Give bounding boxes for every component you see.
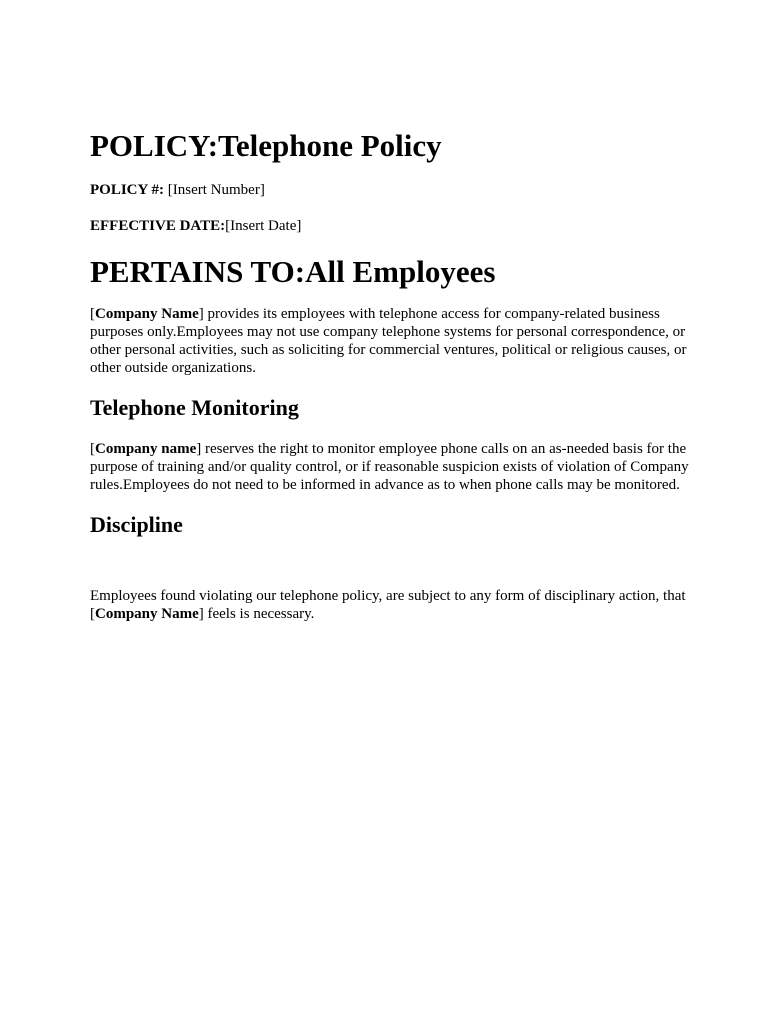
document-body bbox=[90, 126, 690, 623]
discipline-heading: Discipline bbox=[90, 512, 183, 537]
discipline-paragraph bbox=[90, 587, 690, 623]
intro-bracket-open: [ bbox=[90, 306, 95, 322]
effective-date-label: EFFECTIVE DATE: bbox=[90, 218, 226, 234]
intro-company-name: Company Name bbox=[95, 306, 199, 322]
monitoring-company-name: Company name bbox=[95, 441, 197, 457]
discipline-company-name: Company Name bbox=[95, 606, 199, 622]
policy-number-line bbox=[90, 181, 690, 199]
pertains-to-heading: PERTAINS TO:All Employees bbox=[90, 254, 496, 289]
intro-text: ] provides its employees with telephone access for company-related business purposes only.Employees may not use company telephone systems for personal correspondence, or other personal activities, such as soliciting for commercial ventures, political or religious causes, or other outside organizations. bbox=[90, 306, 687, 376]
monitoring-paragraph bbox=[90, 440, 690, 494]
policy-number-value: [Insert Number] bbox=[164, 182, 265, 198]
discipline-text-before: Employees found violating our telephone policy, are subject to any form of disciplinary action, that [ bbox=[90, 588, 686, 622]
effective-date-line bbox=[90, 217, 690, 235]
discipline-text-after: ] feels is necessary. bbox=[198, 606, 315, 622]
effective-date-value: [Insert Date] bbox=[225, 218, 302, 234]
monitoring-bracket-open: [ bbox=[90, 441, 95, 457]
monitoring-text: ] reserves the right to monitor employee phone calls on an as-needed basis for the purpose of training and/or quality control, or if reasonable suspicion exists of violation of Company rules.Employees do not need to be informed in advance as to when phone calls may be monitored. bbox=[90, 441, 689, 493]
telephone-monitoring-heading: Telephone Monitoring bbox=[90, 395, 299, 420]
intro-paragraph bbox=[90, 305, 690, 377]
policy-title: POLICY:Telephone Policy bbox=[90, 128, 442, 163]
policy-number-label: POLICY #: bbox=[90, 182, 165, 198]
